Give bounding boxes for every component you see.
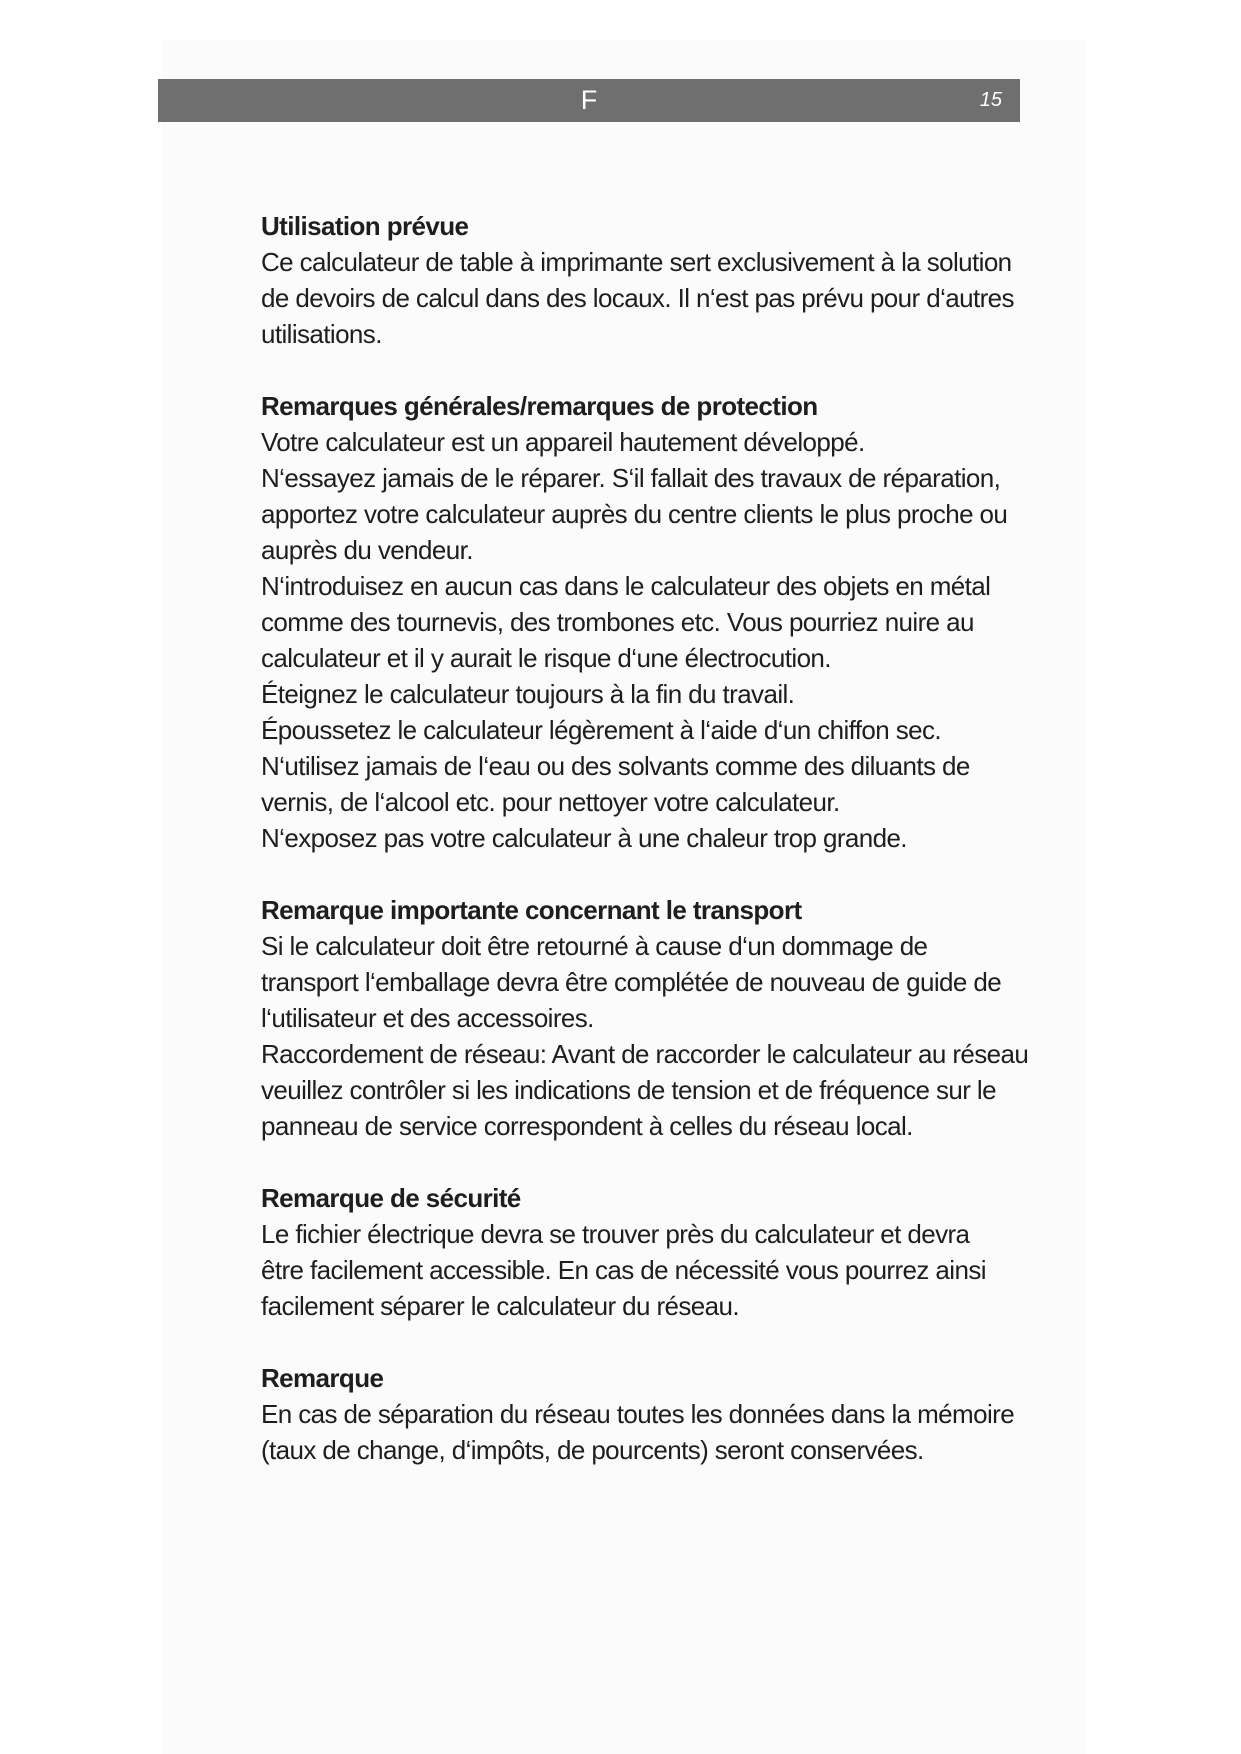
text-line: Éteignez le calculateur toujours à la fin du travail. bbox=[261, 679, 795, 709]
text-line: N‘utilisez jamais de l‘eau ou des solvants comme des diluants de bbox=[261, 751, 970, 781]
text-line: N‘exposez pas votre calculateur à une chaleur trop grande. bbox=[261, 823, 907, 853]
section-title: Remarque importante concernant le transport bbox=[261, 895, 802, 925]
section-utilisation-prevue bbox=[261, 208, 1061, 352]
text-line: l‘utilisateur et des accessoires. bbox=[261, 1003, 594, 1033]
text-line: Le fichier électrique devra se trouver près du calculateur et devra bbox=[261, 1219, 970, 1249]
text-line: panneau de service correspondent à celles du réseau local. bbox=[261, 1111, 913, 1141]
text-line: vernis, de l‘alcool etc. pour nettoyer votre calculateur. bbox=[261, 787, 840, 817]
text-line: Raccordement de réseau: Avant de raccorder le calculateur au réseau bbox=[261, 1039, 1029, 1069]
header-bar bbox=[158, 79, 1020, 122]
text-line: facilement séparer le calculateur du réseau. bbox=[261, 1291, 739, 1321]
text-line: N‘essayez jamais de le réparer. S‘il fallait des travaux de réparation, bbox=[261, 463, 1001, 493]
section-transport bbox=[261, 892, 1061, 1144]
section-securite bbox=[261, 1180, 1061, 1324]
text-line: Époussetez le calculateur légèrement à l‘aide d‘un chiffon sec. bbox=[261, 715, 942, 745]
section-title: Remarque de sécurité bbox=[261, 1183, 521, 1213]
section-remarques-generales bbox=[261, 388, 1061, 856]
text-line: auprès du vendeur. bbox=[261, 535, 473, 565]
text-line: transport l‘emballage devra être complétée de nouveau de guide de bbox=[261, 967, 1002, 997]
language-letter: F bbox=[580, 85, 598, 115]
text-line: N‘introduisez en aucun cas dans le calculateur des objets en métal bbox=[261, 571, 991, 601]
text-line: (taux de change, d‘impôts, de pourcents) seront conservées. bbox=[261, 1435, 924, 1465]
text-line: Votre calculateur est un appareil hautement développé. bbox=[261, 427, 865, 457]
text-line: de devoirs de calcul dans des locaux. Il n‘est pas prévu pour d‘autres bbox=[261, 283, 1014, 313]
text-line: En cas de séparation du réseau toutes les données dans la mémoire bbox=[261, 1399, 1015, 1429]
document-body bbox=[261, 208, 1061, 1504]
text-line: Si le calculateur doit être retourné à cause d‘un dommage de bbox=[261, 931, 928, 961]
text-line: comme des tournevis, des trombones etc. Vous pourriez nuire au bbox=[261, 607, 974, 637]
text-line: être facilement accessible. En cas de nécessité vous pourrez ainsi bbox=[261, 1255, 986, 1285]
text-line: utilisations. bbox=[261, 319, 382, 349]
text-line: apportez votre calculateur auprès du centre clients le plus proche ou bbox=[261, 499, 1008, 529]
text-line: calculateur et il y aurait le risque d‘une électrocution. bbox=[261, 643, 831, 673]
section-title: Remarques générales/remarques de protection bbox=[261, 391, 818, 421]
section-title: Remarque bbox=[261, 1363, 384, 1393]
section-title: Utilisation prévue bbox=[261, 211, 469, 241]
text-line: Ce calculateur de table à imprimante sert exclusivement à la solution bbox=[261, 247, 1012, 277]
text-line: veuillez contrôler si les indications de tension et de fréquence sur le bbox=[261, 1075, 996, 1105]
section-remarque bbox=[261, 1360, 1061, 1468]
page-number: 15 bbox=[979, 89, 1002, 111]
